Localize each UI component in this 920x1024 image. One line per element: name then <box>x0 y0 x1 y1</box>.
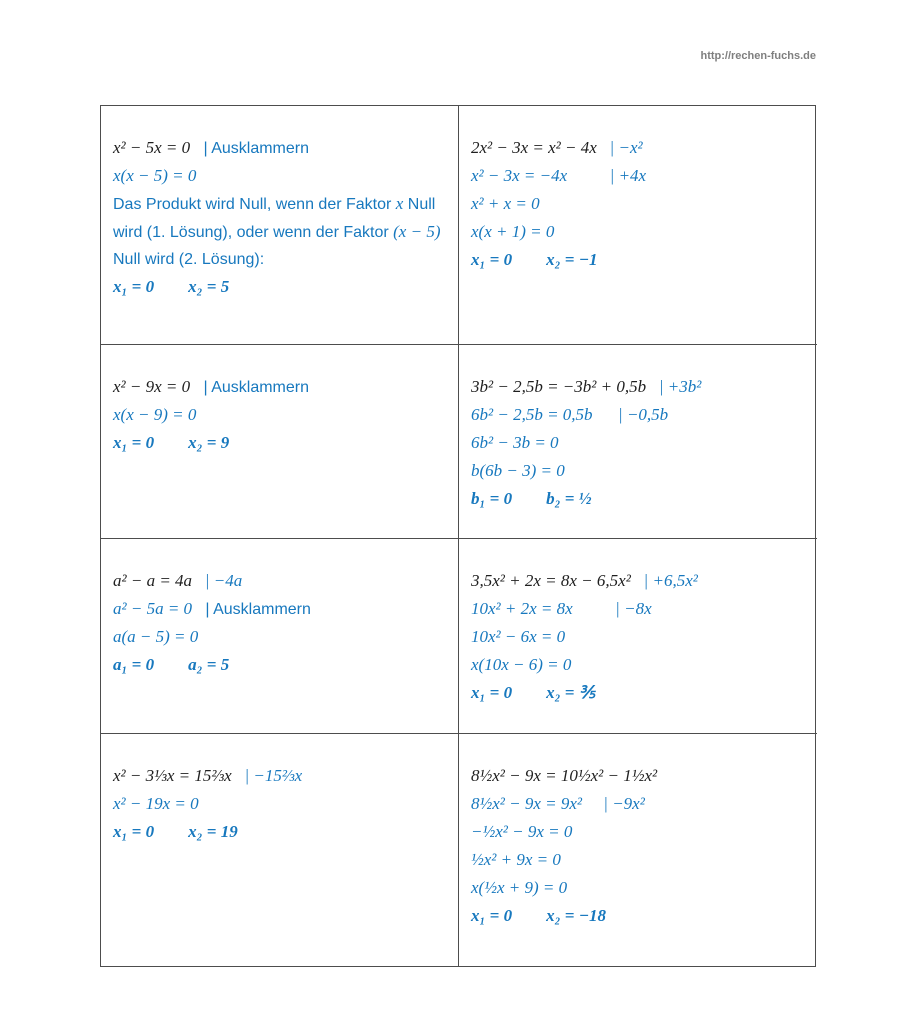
solution-cell-r2c2 <box>459 345 817 539</box>
math-segment: x² − 3⅓x = 15⅔x <box>113 766 232 785</box>
math-line <box>471 457 807 485</box>
solution-cell-r4c2 <box>459 734 817 966</box>
math-line <box>113 790 448 818</box>
math-segment: ½x² + 9x = 0 <box>471 850 561 869</box>
math-line <box>471 134 807 162</box>
math-line <box>471 190 807 218</box>
math-line <box>471 567 807 595</box>
math-segment: x₁ = 0 x₂ = −1 <box>471 250 598 269</box>
math-segment: a² − a = 4a <box>113 571 193 590</box>
math-line <box>113 190 448 273</box>
math-segment: 10x² + 2x = 8x | −8x <box>471 599 652 618</box>
math-line <box>113 162 448 190</box>
math-segment: 8½x² − 9x = 9x² | −9x² <box>471 794 645 813</box>
math-line <box>471 429 807 457</box>
math-segment: | +3b² <box>646 377 702 396</box>
math-line <box>113 595 448 623</box>
math-segment: 6b² − 2,5b = 0,5b | −0,5b <box>471 405 669 424</box>
math-line <box>471 790 807 818</box>
math-line <box>471 902 807 930</box>
math-segment: x₁ = 0 x₂ = −18 <box>471 906 607 925</box>
math-segment: Das Produkt wird Null, wenn der Faktor <box>113 196 396 213</box>
math-segment: x² − 3x = −4x | +4x <box>471 166 647 185</box>
math-segment: x(10x − 6) = 0 <box>471 655 572 674</box>
math-line <box>471 874 807 902</box>
math-segment: x₁ = 0 x₂ = 9 <box>113 433 230 452</box>
math-line <box>113 401 448 429</box>
math-line <box>471 218 807 246</box>
math-line <box>471 595 807 623</box>
math-line <box>113 273 448 301</box>
math-segment: 6b² − 3b = 0 <box>471 433 559 452</box>
page-url: http://rechen-fuchs.de <box>700 50 816 62</box>
math-segment: b(6b − 3) = 0 <box>471 461 565 480</box>
math-line <box>471 485 807 513</box>
math-line <box>113 818 448 846</box>
math-segment: | +6,5x² <box>630 571 698 590</box>
math-segment: a(a − 5) = 0 <box>113 627 199 646</box>
math-line <box>471 846 807 874</box>
math-segment: a₁ = 0 a₂ = 5 <box>113 655 230 674</box>
math-line <box>471 679 807 707</box>
math-segment: b₁ = 0 b₂ = ½ <box>471 489 592 508</box>
math-segment: x(x − 9) = 0 <box>113 405 197 424</box>
math-segment: x(x − 5) = 0 <box>113 166 197 185</box>
math-line <box>113 762 448 790</box>
math-line <box>471 623 807 651</box>
math-line <box>471 401 807 429</box>
math-segment: | Ausklammern <box>190 379 309 396</box>
math-line <box>471 162 807 190</box>
math-segment: 3b² − 2,5b = −3b² + 0,5b <box>471 377 647 396</box>
solution-cell-r1c1 <box>101 106 459 345</box>
solutions-table <box>100 105 816 967</box>
math-segment: x² − 5x = 0 <box>113 138 191 157</box>
math-segment: | Ausklammern <box>192 601 311 618</box>
solution-cell-r3c2 <box>459 539 817 734</box>
math-segment: Null wird (1. Lösung), oder wenn der Faktor <box>113 196 440 241</box>
math-segment: x₁ = 0 x₂ = 19 <box>113 822 238 841</box>
solution-cell-r2c1 <box>101 345 459 539</box>
math-segment: | −15⅔x <box>231 766 303 785</box>
math-line <box>471 818 807 846</box>
math-segment: x₁ = 0 x₂ = ⅗ <box>471 683 596 702</box>
math-segment: −½x² − 9x = 0 <box>471 822 573 841</box>
math-segment: | −x² <box>596 138 643 157</box>
math-line <box>471 246 807 274</box>
math-line <box>113 373 448 401</box>
math-line <box>471 762 807 790</box>
solution-cell-r4c1 <box>101 734 459 966</box>
solution-cell-r3c1 <box>101 539 459 734</box>
math-segment: x₁ = 0 x₂ = 5 <box>113 277 230 296</box>
math-segment: x² − 9x = 0 <box>113 377 191 396</box>
math-segment: 2x² − 3x = x² − 4x <box>471 138 597 157</box>
solution-cell-r1c2 <box>459 106 817 345</box>
math-segment: a² − 5a = 0 <box>113 599 193 618</box>
math-line <box>113 623 448 651</box>
math-line <box>113 567 448 595</box>
math-segment: Null wird (2. Lösung): <box>113 224 445 268</box>
math-segment: 3,5x² + 2x = 8x − 6,5x² <box>471 571 631 590</box>
math-line <box>113 134 448 162</box>
math-segment: | −4a <box>192 571 243 590</box>
math-line <box>471 651 807 679</box>
math-line <box>113 429 448 457</box>
math-line <box>471 373 807 401</box>
math-segment: x(½x + 9) = 0 <box>471 878 568 897</box>
math-segment: x² + x = 0 <box>471 194 540 213</box>
math-line <box>113 651 448 679</box>
math-segment: x <box>395 194 404 213</box>
math-segment: 10x² − 6x = 0 <box>471 627 566 646</box>
math-segment: | Ausklammern <box>190 140 309 157</box>
math-segment: x² − 19x = 0 <box>113 794 199 813</box>
math-segment: 8½x² − 9x = 10½x² − 1½x² <box>471 766 658 785</box>
math-segment: (x − 5) <box>393 222 441 241</box>
math-segment: x(x + 1) = 0 <box>471 222 555 241</box>
